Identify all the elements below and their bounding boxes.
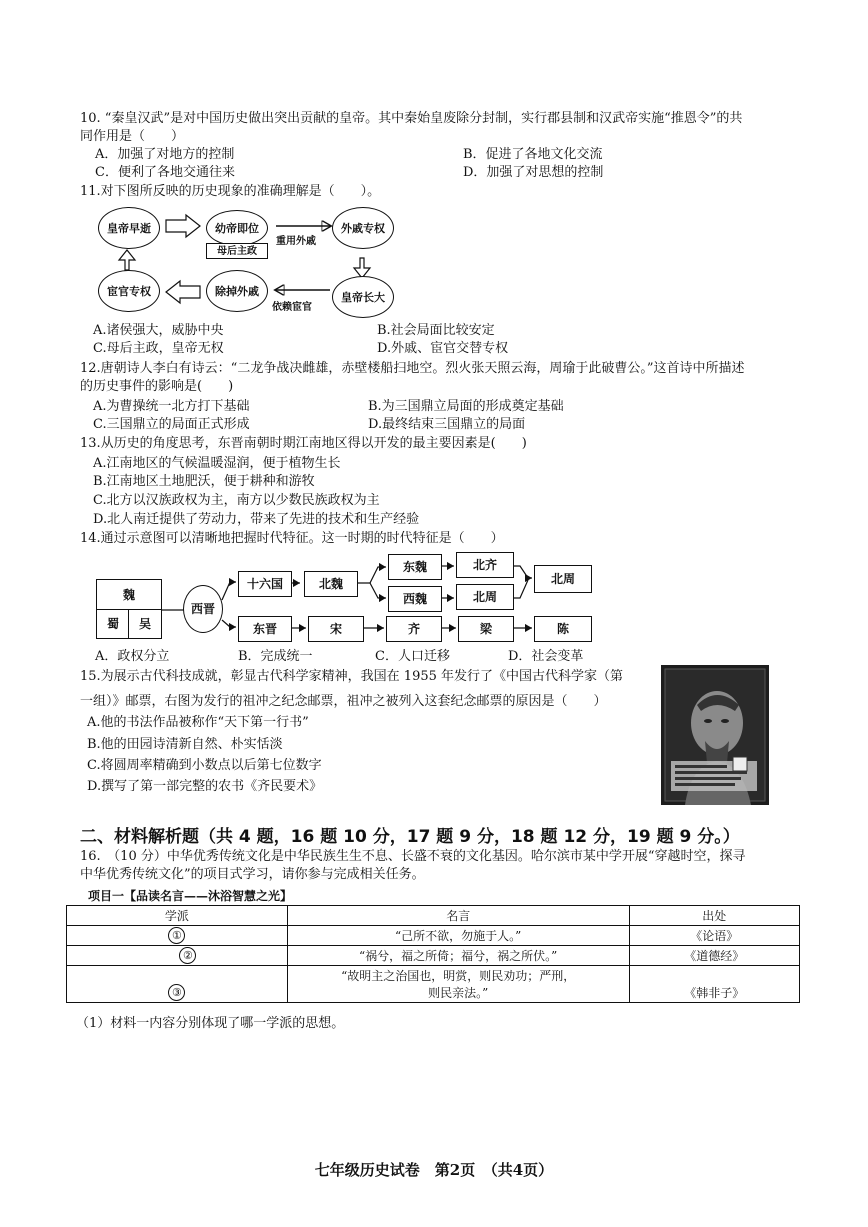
q15-option-a: A.他的书法作品被称作“天下第一行书” [87, 715, 309, 730]
q10-stem-line1: 10. “秦皇汉武”是对中国历史做出突出贡献的皇帝。其中秦始皇废除分封制，实行郡县制和汉武帝实施“推恩令”的共 [80, 111, 743, 126]
q11-note-empress-regent: 母后主政 [206, 243, 268, 259]
saying-cell: “己所不欲，勿施于人。” [287, 926, 629, 946]
q16-project1-title: 项目一【品读名言——沐浴智慧之光】 [88, 889, 293, 903]
q14-node-northern-zhou-a: 北周 [456, 584, 514, 610]
q15-option-c: C.将圆周率精确到小数点以后第七位数字 [87, 758, 322, 773]
q10-option-d: D．加强了对思想的控制 [463, 165, 604, 180]
q13-option-c: C.北方以汉族政权为主，南方以少数民族政权为主 [93, 493, 380, 508]
q16-stem-line1: 16. （10 分）中华优秀传统文化是中华民族生生不息、长盛不衰的文化基因。哈尔滨市某中学开展“穿越时空，探寻 [80, 849, 746, 864]
q14-stem: 14.通过示意图可以清晰地把握时代特征。这一时期的时代特征是（ ） [80, 531, 504, 546]
q11-option-a: A.诸侯强大，威胁中央 [93, 323, 224, 338]
zu-chongzhi-stamp-image [661, 665, 769, 805]
q14-node-liang: 梁 [458, 616, 514, 642]
table-header-saying: 名言 [287, 906, 629, 926]
q13-option-b: B.江南地区土地肥沃，便于耕种和游牧 [93, 474, 315, 489]
q11-stem: 11.对下图所反映的历史现象的准确理解是（ ）。 [80, 184, 381, 199]
q13-option-d: D.北人南迁提供了劳动力，带来了先进的技术和生产经验 [93, 512, 420, 527]
q14-node-sixteen-kingdoms: 十六国 [238, 571, 292, 597]
q10-option-b: B．促进了各地文化交流 [463, 147, 603, 162]
saying-cell [287, 966, 629, 1003]
q12-option-a: A.为曹操统一北方打下基础 [93, 399, 250, 414]
q10-stem-line2: 同作用是（ ） [80, 129, 185, 144]
q11-node-child-emperor: 幼帝即位 [206, 210, 268, 246]
q14-node-northern-zhou-b: 北周 [534, 565, 592, 593]
q15-stem-line2: 一组）》邮票，右图为发行的祖冲之纪念邮票，祖冲之被列入这套纪念邮票的原因是（ ） [80, 694, 607, 709]
table-header-school: 学派 [67, 906, 288, 926]
q14-node-wu: 吴 [128, 609, 162, 639]
q14-option-c: C．人口迁移 [375, 649, 450, 664]
q14-option-d: D．社会变革 [508, 649, 584, 664]
source-cell: 《道德经》 [629, 946, 799, 966]
page-footer: 七年级历史试卷 第2页 （共4页） [314, 1161, 554, 1179]
q16-stem-line2: 中华优秀传统文化”的项目式学习，请你参与完成相关任务。 [80, 867, 425, 882]
saying-line-1: “故明主之治国也，明赏，则民劝功；严刑， [341, 969, 576, 983]
q15-option-d: D.撰写了第一部完整的农书《齐民要术》 [87, 779, 323, 794]
row-number: ③ [168, 984, 185, 1001]
q14-node-eastern-jin: 东晋 [238, 616, 292, 642]
q14-option-a: A．政权分立 [95, 649, 170, 664]
q16-subquestion-1: （1）材料一内容分别体现了哪一学派的思想。 [76, 1016, 345, 1031]
q14-node-chen: 陈 [534, 616, 592, 642]
saying-cell: “祸兮，福之所倚；福兮，祸之所伏。” [287, 946, 629, 966]
q10-option-c: C．便利了各地交通往来 [95, 165, 235, 180]
q11-option-d: D.外戚、宦官交替专权 [377, 341, 509, 356]
q15-option-b: B.他的田园诗清新自然、朴实恬淡 [87, 737, 283, 752]
section-2-title: 二、材料解析题（共 4 题，16 题 10 分，17 题 9 分，18 题 12 分，19 题 9 分。） [80, 827, 740, 847]
q11-option-b: B.社会局面比较安定 [377, 323, 495, 338]
table-row [67, 966, 800, 1003]
q11-label-rely-on-eunuchs: 依赖宦官 [272, 302, 312, 313]
source-cell: 《韩非子》 [629, 966, 799, 1003]
q14-node-wei: 魏 [96, 579, 162, 611]
q12-stem-line2: 的历史事件的影响是( ) [80, 379, 234, 394]
q14-node-song: 宋 [308, 616, 364, 642]
source-cell: 《论语》 [629, 926, 799, 946]
row-number: ① [168, 927, 185, 944]
q11-option-c: C.母后主政，皇帝无权 [93, 341, 224, 356]
q11-node-remove-consorts: 除掉外戚 [206, 270, 268, 312]
q12-option-b: B.为三国鼎立局面的形成奠定基础 [368, 399, 564, 414]
table-header-source: 出处 [629, 906, 799, 926]
q11-label-rely-on-consorts: 重用外戚 [276, 236, 316, 247]
row-number: ② [179, 947, 196, 964]
table-header-row [67, 906, 800, 926]
q14-node-western-wei: 西魏 [388, 586, 442, 612]
table-row [67, 946, 800, 966]
q12-option-c: C.三国鼎立的局面正式形成 [93, 417, 250, 432]
q13-stem: 13.从历史的角度思考，东晋南朝时期江南地区得以开发的最主要因素是( ) [80, 436, 527, 451]
q14-node-shu: 蜀 [96, 609, 130, 639]
q16-sayings-table [66, 905, 800, 1003]
saying-line-2: 则民亲法。” [428, 986, 489, 1000]
q10-option-a: A．加强了对地方的控制 [95, 147, 235, 162]
q12-option-d: D.最终结束三国鼎立的局面 [368, 417, 526, 432]
q14-node-qi: 齐 [386, 616, 442, 642]
stamp-portrait-icon [661, 665, 769, 805]
q14-node-northern-wei: 北魏 [304, 571, 358, 597]
q14-node-northern-qi: 北齐 [456, 552, 514, 578]
table-row [67, 926, 800, 946]
q14-node-western-jin: 西晋 [183, 585, 223, 633]
q11-node-emperor-grows-up: 皇帝长大 [332, 276, 394, 318]
q11-node-emperor-dies-early: 皇帝早逝 [98, 207, 160, 249]
q11-node-consort-power: 外戚专权 [332, 207, 394, 249]
q12-stem-line1: 12.唐朝诗人李白有诗云：“二龙争战决雌雄，赤壁楼船扫地空。烈火张天照云海，周瑜于此破曹公。”这首诗中所描述 [80, 361, 745, 376]
q14-node-eastern-wei: 东魏 [388, 554, 442, 580]
q11-node-eunuch-power: 宦官专权 [98, 270, 160, 312]
q13-option-a: A.江南地区的气候温暖湿润，便于植物生长 [93, 456, 341, 471]
q14-option-b: B．完成统一 [238, 649, 313, 664]
q15-stem-line1: 15.为展示古代科技成就，彰显古代科学家精神，我国在 1955 年发行了《中国古代科学家（第 [80, 669, 624, 684]
